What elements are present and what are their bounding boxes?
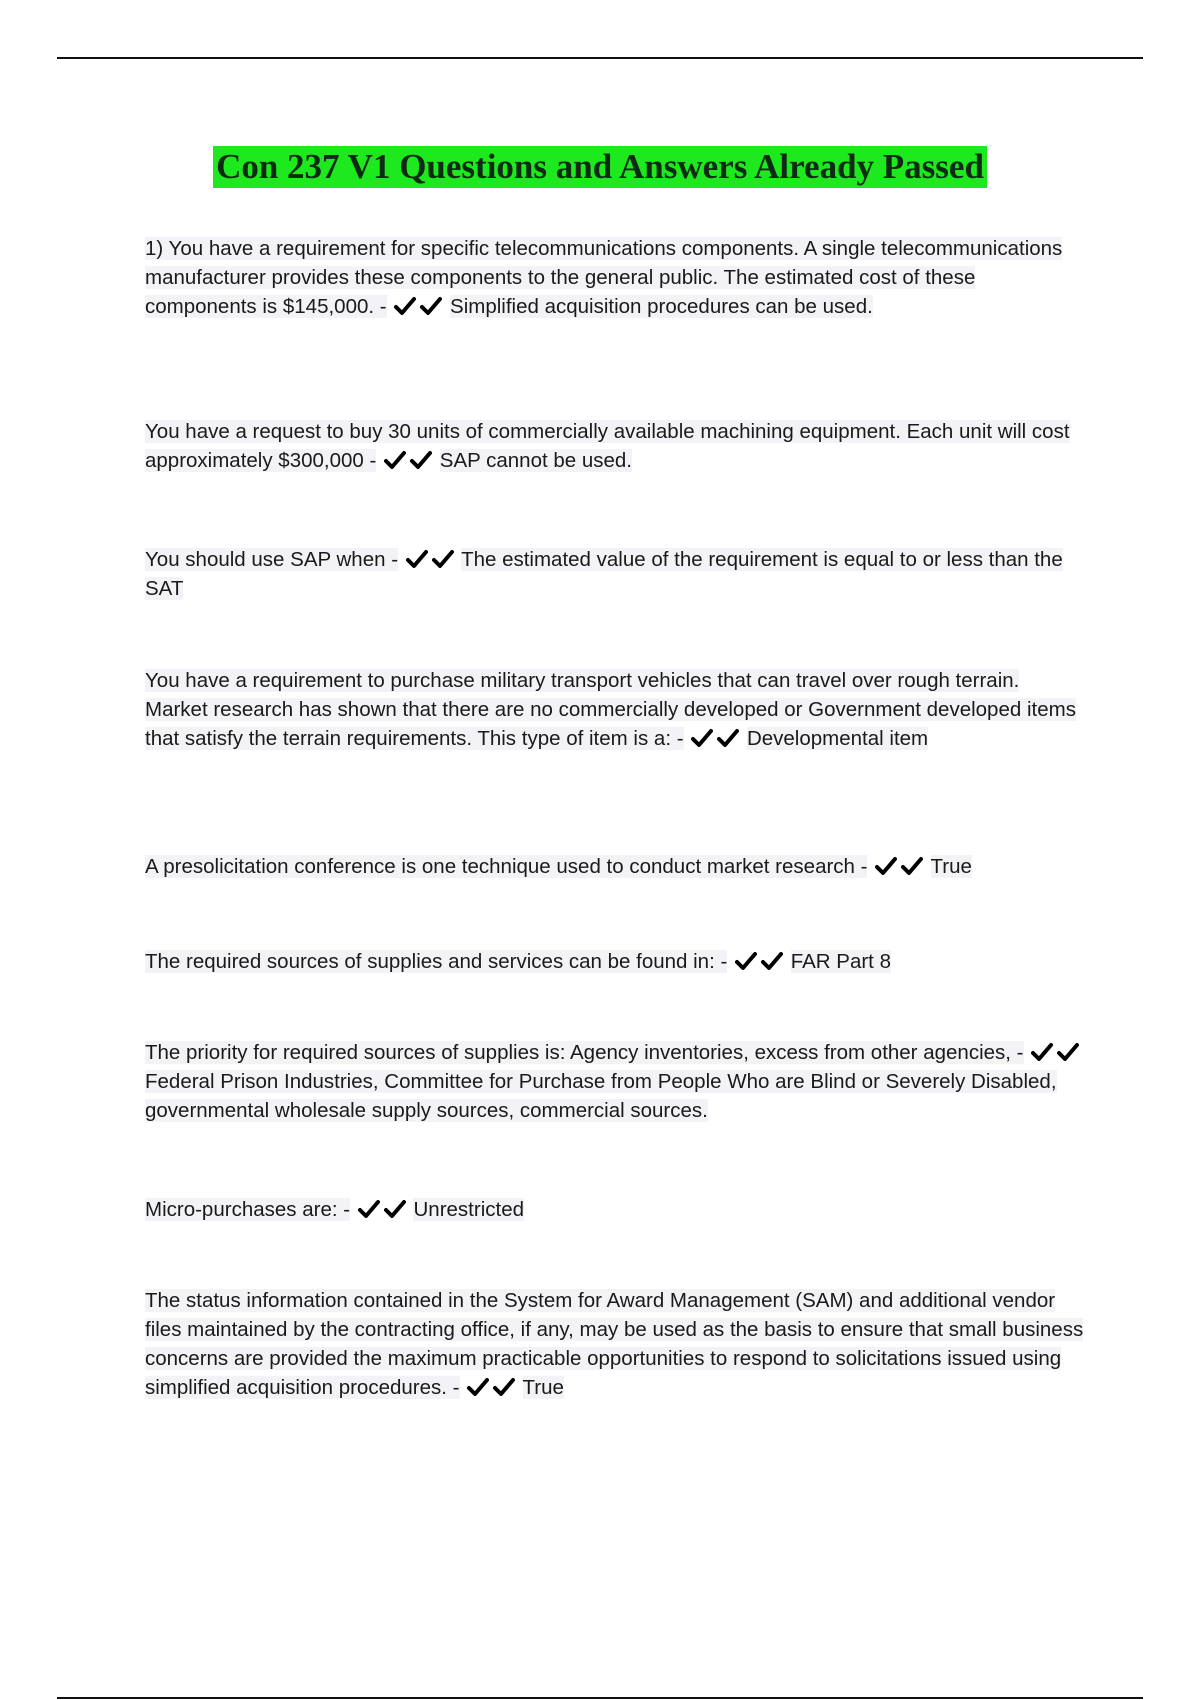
checkmark-icon xyxy=(717,728,739,748)
checkmark-icon xyxy=(1057,1042,1079,1062)
checkmark-icon xyxy=(493,1377,515,1397)
answer-text: The estimated value of the requirement is equal to or less than the SAT xyxy=(145,548,1063,600)
footer-rule xyxy=(57,1697,1143,1699)
qa-item-6 xyxy=(145,947,1085,976)
qa-item-1 xyxy=(145,234,1085,321)
checkmark-icon xyxy=(467,1377,489,1397)
question-text: You have a request to buy 30 units of commercially available machining equipment. Each unit will cost approximately $300,000 xyxy=(145,420,1070,472)
answer-text: Unrestricted xyxy=(413,1198,524,1221)
checkmark-icon xyxy=(358,1199,380,1219)
qa-item-5 xyxy=(145,852,1085,881)
qa-item-8 xyxy=(145,1195,1085,1224)
answer-separator: - xyxy=(446,1376,460,1399)
checkmark-icon xyxy=(1031,1042,1053,1062)
checkmark-icon xyxy=(420,296,442,316)
qa-item-4 xyxy=(145,666,1085,753)
question-text: You should use SAP when xyxy=(145,548,386,571)
checkmark-icon xyxy=(384,1199,406,1219)
answer-text: True xyxy=(522,1376,564,1399)
question-text: A presolicitation conference is one technique used to conduct market research xyxy=(145,855,855,878)
checkmark-icon xyxy=(735,951,757,971)
answer-separator: - xyxy=(363,449,377,472)
answer-separator: - xyxy=(374,295,387,318)
answer-text: SAP cannot be used. xyxy=(439,449,633,472)
qa-item-3 xyxy=(145,545,1085,603)
question-text: The required sources of supplies and services can be found in: xyxy=(145,950,715,973)
answer-separator: - xyxy=(854,855,868,878)
checkmark-icon xyxy=(410,450,432,470)
answer-separator: - xyxy=(385,548,399,571)
checkmark-icon xyxy=(901,856,923,876)
answer-separator: - xyxy=(337,1198,351,1221)
answer-text: FAR Part 8 xyxy=(790,950,891,973)
checkmark-icon xyxy=(761,951,783,971)
answer-text: True xyxy=(930,855,972,878)
qa-item-9 xyxy=(145,1286,1085,1402)
question-text: Micro-purchases are: xyxy=(145,1198,338,1221)
page-title: Con 237 V1 Questions and Answers Already Passed xyxy=(213,146,987,188)
question-text: You have a requirement to purchase military transport vehicles that can travel over rough terrain. Market research has shown that there are no commercially developed or Government developed items that satisfy the terrain requirements. This type of item is a: xyxy=(145,669,1076,750)
question-text: 1) You have a requirement for specific telecommunications components. A single telecommunications manufacturer provides these components to the general public. The estimated cost of these components is $145,000. xyxy=(145,237,1063,318)
title-container xyxy=(0,146,1200,188)
checkmark-icon xyxy=(406,549,428,569)
header-rule xyxy=(57,57,1143,59)
qa-item-7 xyxy=(145,1038,1085,1125)
question-text: The status information contained in the System for Award Management (SAM) and additional vendor files maintained by the contracting office, if any, may be used as the basis to ensure that small business concerns are provided the maximum practicable opportunities to respond to solicitations issued using simplified acquisition procedures. xyxy=(145,1289,1084,1399)
qa-item-2 xyxy=(145,417,1085,475)
answer-text: Simplified acquisition procedures can be used. xyxy=(450,295,873,318)
answer-text: Developmental item xyxy=(746,727,929,750)
answer-separator: - xyxy=(714,950,728,973)
checkmark-icon xyxy=(432,549,454,569)
answer-separator: - xyxy=(1010,1041,1024,1064)
answer-text: Federal Prison Industries, Committee for Purchase from People Who are Blind or Severely Disabled, governmental wholesale supply sources, commercial sources. xyxy=(145,1070,1057,1122)
checkmark-icon xyxy=(384,450,406,470)
question-text: The priority for required sources of supplies is: Agency inventories, excess from other agencies, xyxy=(145,1041,1011,1064)
checkmark-icon xyxy=(875,856,897,876)
checkmark-icon xyxy=(394,296,416,316)
answer-separator: - xyxy=(671,727,684,750)
checkmark-icon xyxy=(691,728,713,748)
